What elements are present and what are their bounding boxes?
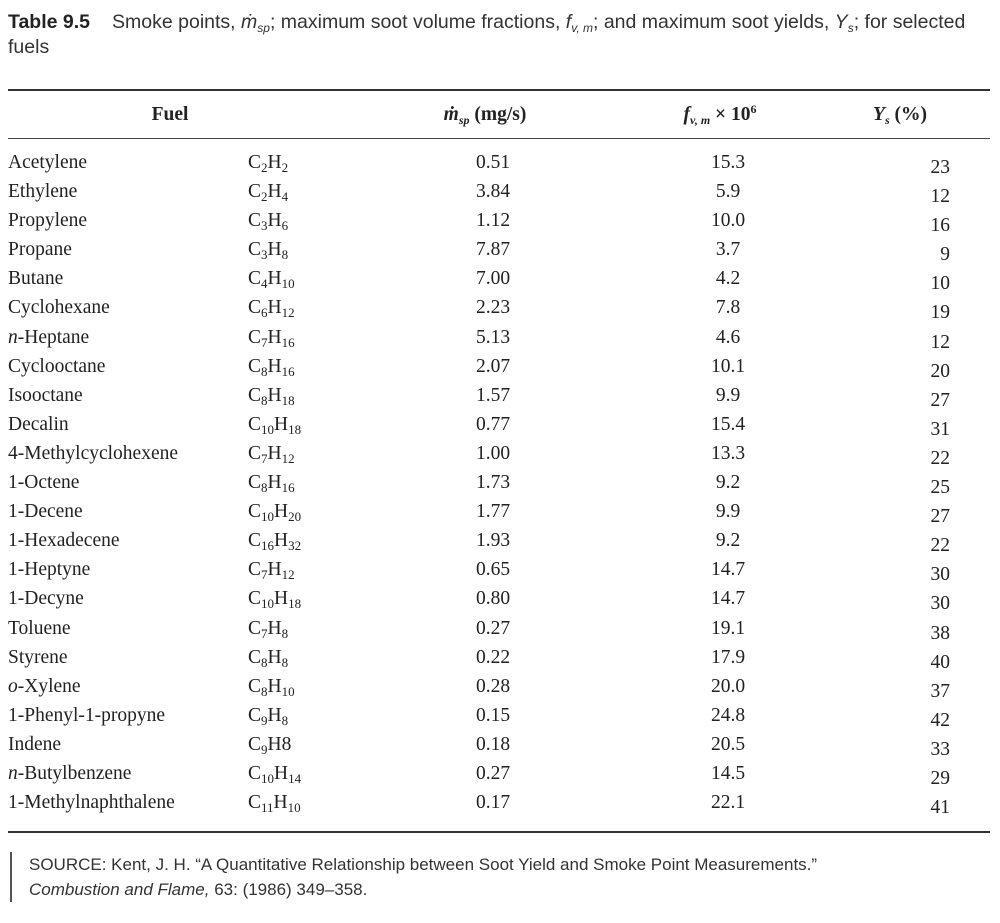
formula-subscript: 10: [281, 683, 295, 699]
header-soot-yield: [840, 104, 960, 134]
fuel-name: [8, 585, 84, 612]
formula-element: H: [267, 268, 282, 290]
fuel-name-text: Styrene: [8, 646, 68, 668]
formula-element: H: [267, 297, 282, 319]
formula-element: H: [274, 588, 289, 610]
formula-element: H: [267, 559, 282, 581]
soot-volume-fraction-value: 10.1: [710, 355, 746, 377]
formula-element: C: [248, 413, 262, 435]
soot-volume-fraction-value: 9.9: [715, 384, 741, 406]
formula-subscript: 10: [261, 596, 275, 612]
source-journal: Combustion and Flame,: [29, 880, 210, 899]
fuel-name: [8, 294, 110, 321]
soot-volume-fraction-value: 20.5: [710, 733, 746, 755]
soot-volume-fraction-value: 3.7: [715, 239, 741, 261]
fuel-formula: [248, 324, 295, 351]
fuel-name: [8, 644, 68, 671]
formula-subscript: 10: [261, 509, 275, 525]
fuel-formula: [248, 498, 301, 525]
formula-subscript: 9: [261, 741, 268, 757]
header-fv-subscript: v, m: [689, 113, 711, 127]
formula-element: C: [248, 617, 262, 639]
fuel-formula: [248, 236, 288, 263]
soot-volume-fraction-value: 24.8: [710, 704, 746, 726]
formula-element: H: [274, 413, 289, 435]
fuel-name-text: Isooctane: [8, 384, 83, 406]
table-row: [8, 702, 990, 731]
caption-msp-symbol: ṁ: [241, 11, 258, 33]
formula-element: C: [248, 501, 262, 523]
soot-volume-fraction-value: 19.1: [710, 617, 746, 639]
fuel-formula: [248, 353, 295, 380]
table-row: [8, 149, 990, 178]
fuel-name-text: Cyclooctane: [8, 355, 106, 377]
formula-element: C: [248, 559, 262, 581]
fuel-name: [8, 498, 83, 525]
formula-element: H: [274, 530, 289, 552]
soot-yield-value: 37: [930, 680, 950, 702]
formula-subscript: 2: [261, 160, 268, 175]
soot-yield-value: 22: [930, 535, 950, 557]
caption-ys-subscript: s: [847, 21, 854, 35]
table-top-rule: [8, 89, 990, 91]
formula-element: H: [267, 442, 282, 464]
smoke-point-value: 0.17: [475, 792, 511, 814]
fuel-name-text: 1-Phenyl-1-propyne: [8, 704, 166, 726]
smoke-point-value: 1.57: [475, 384, 511, 406]
caption-ys-symbol: Y: [834, 11, 848, 33]
formula-subscript: 14: [288, 770, 302, 786]
formula-element: C: [248, 530, 262, 552]
fuel-name-text: Ethylene: [8, 181, 78, 203]
fuel-name-text: 1-Octene: [8, 472, 80, 494]
soot-volume-fraction-value: 10.0: [710, 210, 746, 232]
fuel-name-text: Indene: [8, 733, 62, 755]
table-row: [8, 760, 990, 789]
fuel-formula: [248, 673, 295, 700]
soot-volume-fraction-value: 7.8: [715, 297, 741, 319]
formula-element: C: [248, 355, 262, 377]
fuel-name: [8, 324, 89, 351]
formula-subscript: 16: [281, 480, 295, 496]
header-smoke-point: [385, 104, 585, 134]
fuel-name: [8, 382, 83, 409]
soot-volume-fraction-value: 5.9: [715, 181, 741, 203]
formula-subscript: 10: [261, 770, 275, 786]
formula-subscript: 16: [261, 538, 275, 554]
fuel-name-text: 4-Methylcyclohexene: [8, 442, 179, 464]
table-body: [8, 149, 990, 818]
table-row: [8, 498, 990, 527]
fuel-formula: [248, 178, 288, 205]
fuel-name: [8, 469, 79, 496]
soot-yield-value: 40: [930, 651, 950, 673]
table-row: [8, 789, 990, 818]
smoke-point-value: 1.77: [475, 501, 511, 523]
soot-volume-fraction-value: 4.2: [715, 268, 741, 290]
formula-element: C: [248, 210, 262, 232]
formula-element: C: [248, 472, 262, 494]
formula-subscript: 7: [261, 625, 268, 641]
formula-subscript: 6: [261, 305, 268, 321]
table-caption: [8, 10, 978, 60]
formula-element: H: [267, 384, 282, 406]
formula-element: H: [267, 617, 282, 639]
formula-element: C: [248, 268, 262, 290]
formula-subscript: 8: [261, 683, 268, 699]
formula-element: H: [274, 762, 289, 784]
formula-element: C: [248, 704, 262, 726]
fuel-name-prefix: o: [8, 675, 18, 697]
soot-yield-value: 25: [930, 477, 950, 499]
table-number: Table 9.5: [8, 11, 91, 33]
header-soot-volume-fraction: [620, 104, 820, 134]
fuel-name: [8, 236, 72, 263]
fuel-name-text: -Butylbenzene: [17, 762, 132, 784]
smoke-point-value: 0.22: [475, 646, 511, 668]
soot-volume-fraction-value: 22.1: [710, 792, 746, 814]
smoke-point-value: 0.27: [475, 762, 511, 784]
fuel-name: [8, 440, 178, 467]
smoke-point-value: 0.28: [475, 675, 511, 697]
soot-yield-value: 19: [930, 302, 950, 324]
formula-element: C: [248, 762, 262, 784]
fuel-name: [8, 731, 61, 758]
fuel-formula: [248, 469, 295, 496]
formula-subscript: 12: [281, 305, 295, 321]
soot-yield-value: 23: [930, 157, 950, 178]
formula-element: H: [273, 792, 288, 814]
soot-volume-fraction-value: 9.9: [715, 501, 741, 523]
formula-element: C: [248, 442, 262, 464]
table-row: [8, 615, 990, 644]
table-row: [8, 236, 990, 265]
formula-subscript: 18: [281, 392, 295, 408]
formula-subscript: 8: [261, 363, 268, 379]
formula-element: C: [248, 733, 262, 755]
formula-subscript: 6: [281, 218, 289, 234]
smoke-point-value: 0.77: [475, 413, 511, 435]
soot-volume-fraction-value: 15.4: [710, 413, 746, 435]
soot-yield-value: 9: [940, 244, 950, 266]
fuel-name-text: Decalin: [8, 413, 69, 435]
fuel-formula: [248, 149, 288, 176]
soot-volume-fraction-value: 14.7: [710, 559, 746, 581]
formula-subscript: 7: [261, 450, 268, 466]
smoke-point-value: 1.73: [475, 472, 511, 494]
table-row: [8, 207, 990, 236]
smoke-point-value: 2.23: [475, 297, 511, 319]
header-fv-multiplier: × 10: [710, 104, 751, 125]
fuel-formula: [248, 789, 301, 816]
fuel-formula: [248, 702, 288, 729]
soot-yield-value: 27: [930, 506, 950, 528]
fuel-formula: [248, 556, 295, 583]
formula-element: H: [267, 210, 282, 232]
formula-subscript: 10: [281, 276, 295, 292]
soot-yield-value: 41: [930, 797, 950, 819]
formula-element: C: [248, 152, 262, 173]
soot-yield-value: 38: [930, 622, 950, 644]
soot-yield-value: 30: [930, 593, 950, 615]
soot-volume-fraction-value: 17.9: [710, 646, 746, 668]
fuel-name-text: 1-Decene: [8, 501, 83, 523]
fuel-formula: [248, 207, 288, 234]
smoke-point-value: 7.87: [475, 239, 511, 261]
fuel-name: [8, 178, 77, 205]
formula-subscript: 8: [261, 480, 268, 496]
formula-subscript: 8: [281, 712, 289, 728]
formula-element: H: [274, 501, 289, 523]
table-row: [8, 673, 990, 702]
soot-yield-value: 12: [930, 331, 950, 353]
fuel-formula: [248, 265, 295, 292]
fuel-name: [8, 760, 131, 787]
formula-subscript: 32: [288, 538, 302, 554]
smoke-point-value: 2.07: [475, 355, 511, 377]
caption-msp-subscript: sp: [257, 21, 270, 35]
fuel-formula: [248, 731, 291, 758]
caption-text-3: ; and maximum soot yields,: [592, 11, 835, 33]
formula-subscript: 16: [281, 363, 295, 379]
fuel-name: [8, 207, 87, 234]
soot-volume-fraction-value: 14.7: [710, 588, 746, 610]
table-row: [8, 527, 990, 556]
fuel-name: [8, 789, 175, 816]
soot-yield-value: 31: [930, 418, 950, 440]
formula-element: C: [248, 792, 262, 814]
header-msp-unit: (mg/s): [469, 104, 527, 125]
caption-text-1: Smoke points,: [112, 11, 241, 33]
formula-subscript: 8: [281, 625, 289, 641]
formula-element: H: [267, 181, 282, 203]
table-row: [8, 440, 990, 469]
formula-element: H: [267, 704, 282, 726]
caption-fv-symbol: f: [565, 11, 572, 33]
header-ys-unit: (%): [889, 104, 927, 125]
fuel-name: [8, 265, 63, 292]
fuel-name-text: -Heptane: [17, 326, 90, 348]
fuel-name-text: -Xylene: [17, 675, 81, 697]
smoke-point-value: 0.27: [475, 617, 511, 639]
formula-element: C: [248, 181, 262, 203]
formula-element: H8: [267, 733, 292, 755]
fuel-name-text: Butane: [8, 268, 64, 290]
fuel-formula: [248, 527, 301, 554]
smoke-point-value: 5.13: [475, 326, 511, 348]
header-fuel: Fuel: [151, 104, 189, 125]
formula-element: H: [267, 646, 282, 668]
source-text: SOURCE: Kent, J. H. “A Quantitative Relationship between Soot Yield and Smoke Point Measurements.”: [29, 855, 818, 874]
formula-subscript: 8: [261, 654, 268, 670]
table-bottom-rule: [8, 831, 990, 833]
fuel-formula: [248, 644, 288, 671]
header-ys-subscript: s: [884, 113, 890, 127]
header-fv-exponent: 6: [750, 102, 757, 116]
fuel-name-text: Propane: [8, 239, 72, 261]
formula-subscript: 10: [261, 421, 275, 437]
fuel-name-prefix: n: [8, 326, 18, 348]
formula-element: H: [267, 355, 282, 377]
formula-element: H: [267, 152, 282, 173]
table-row: [8, 324, 990, 353]
smoke-point-value: 0.65: [475, 559, 511, 581]
smoke-point-value: 0.18: [475, 733, 511, 755]
formula-element: H: [267, 675, 282, 697]
formula-element: C: [248, 239, 262, 261]
fuel-formula: [248, 615, 288, 642]
formula-element: C: [248, 297, 262, 319]
soot-volume-fraction-value: 15.3: [710, 152, 746, 173]
header-ys-symbol: Y: [873, 104, 885, 125]
fuel-formula: [248, 294, 295, 321]
soot-volume-fraction-value: 20.0: [710, 675, 746, 697]
fuel-name-text: Propylene: [8, 210, 88, 232]
fuel-name: [8, 615, 71, 642]
fuel-name-text: Acetylene: [8, 152, 88, 173]
smoke-point-value: 7.00: [475, 268, 511, 290]
formula-subscript: 4: [261, 276, 268, 292]
formula-subscript: 3: [261, 218, 268, 234]
formula-subscript: 8: [261, 392, 268, 408]
formula-element: H: [267, 472, 282, 494]
caption-text-4: ; for selected fuels: [8, 11, 966, 58]
fuel-name-text: 1-Methylnaphthalene: [8, 792, 175, 814]
table-row: [8, 178, 990, 207]
fuel-formula: [248, 411, 301, 438]
fuel-name-text: 1-Hexadecene: [8, 530, 120, 552]
formula-subscript: 7: [261, 334, 268, 350]
formula-subscript: 11: [261, 800, 274, 816]
soot-yield-value: 12: [930, 186, 950, 208]
formula-element: C: [248, 588, 262, 610]
soot-volume-fraction-value: 9.2: [715, 530, 741, 552]
fuel-name: [8, 673, 81, 700]
soot-volume-fraction-value: 13.3: [710, 442, 746, 464]
table-row: [8, 644, 990, 673]
soot-yield-value: 42: [930, 709, 950, 731]
fuel-name-text: Toluene: [8, 617, 71, 639]
formula-subscript: 16: [281, 334, 295, 350]
formula-element: C: [248, 675, 262, 697]
formula-element: H: [267, 239, 282, 261]
formula-subscript: 2: [281, 160, 289, 175]
formula-subscript: 10: [287, 800, 301, 816]
table-row: [8, 382, 990, 411]
fuel-name: [8, 527, 120, 554]
soot-yield-value: 29: [930, 767, 950, 789]
smoke-point-value: 1.12: [475, 210, 511, 232]
soot-yield-value: 16: [930, 215, 950, 237]
smoke-point-value: 1.93: [475, 530, 511, 552]
smoke-point-value: 0.51: [475, 152, 511, 173]
table-header-rule: [8, 138, 990, 139]
source-note: [10, 852, 1000, 902]
fuel-formula: [248, 760, 301, 787]
fuel-name-text: Cyclohexane: [8, 297, 110, 319]
table-row: [8, 353, 990, 382]
formula-element: C: [248, 326, 262, 348]
formula-subscript: 12: [281, 450, 295, 466]
smoke-point-value: 0.15: [475, 704, 511, 726]
soot-yield-value: 20: [930, 360, 950, 382]
formula-subscript: 12: [281, 567, 295, 583]
fuel-name: [8, 149, 87, 176]
formula-subscript: 2: [261, 189, 268, 205]
fuel-formula: [248, 382, 295, 409]
header-msp-subscript: sp: [458, 113, 470, 127]
formula-subscript: 8: [281, 247, 289, 263]
caption-fv-subscript: v, m: [571, 21, 593, 35]
source-details: 63: (1986) 349–358.: [209, 880, 368, 899]
formula-subscript: 18: [288, 596, 302, 612]
formula-subscript: 7: [261, 567, 268, 583]
formula-subscript: 9: [261, 712, 268, 728]
fuel-name-text: 1-Heptyne: [8, 559, 91, 581]
fuel-name-text: 1-Decyne: [8, 588, 84, 610]
formula-subscript: 3: [261, 247, 268, 263]
fuel-name: [8, 411, 69, 438]
fuel-name: [8, 353, 105, 380]
table-row: [8, 585, 990, 614]
table-row: [8, 731, 990, 760]
soot-yield-value: 30: [930, 564, 950, 586]
header-msp-symbol: ṁ: [443, 104, 459, 125]
table-row: [8, 294, 990, 323]
fuel-name-prefix: n: [8, 762, 18, 784]
soot-yield-value: 22: [930, 447, 950, 469]
smoke-point-value: 3.84: [475, 181, 511, 203]
soot-volume-fraction-value: 4.6: [715, 326, 741, 348]
smoke-point-value: 0.80: [475, 588, 511, 610]
formula-subscript: 8: [281, 654, 289, 670]
fuel-name: [8, 556, 90, 583]
formula-subscript: 18: [288, 421, 302, 437]
smoke-point-value: 1.00: [475, 442, 511, 464]
soot-yield-value: 33: [930, 738, 950, 760]
table-row: [8, 265, 990, 294]
soot-volume-fraction-value: 14.5: [710, 762, 746, 784]
fuel-name: [8, 702, 165, 729]
table-row: [8, 411, 990, 440]
formula-element: C: [248, 646, 262, 668]
formula-element: C: [248, 384, 262, 406]
formula-element: H: [267, 326, 282, 348]
soot-yield-value: 27: [930, 389, 950, 411]
table-row: [8, 469, 990, 498]
fuel-formula: [248, 585, 301, 612]
header-fv-symbol: f: [683, 104, 690, 125]
soot-volume-fraction-value: 9.2: [715, 472, 741, 494]
formula-subscript: 4: [281, 189, 289, 205]
caption-text-2: ; maximum soot volume fractions,: [269, 11, 566, 33]
formula-subscript: 20: [288, 509, 302, 525]
fuel-formula: [248, 440, 295, 467]
soot-yield-value: 10: [930, 273, 950, 295]
table-row: [8, 556, 990, 585]
